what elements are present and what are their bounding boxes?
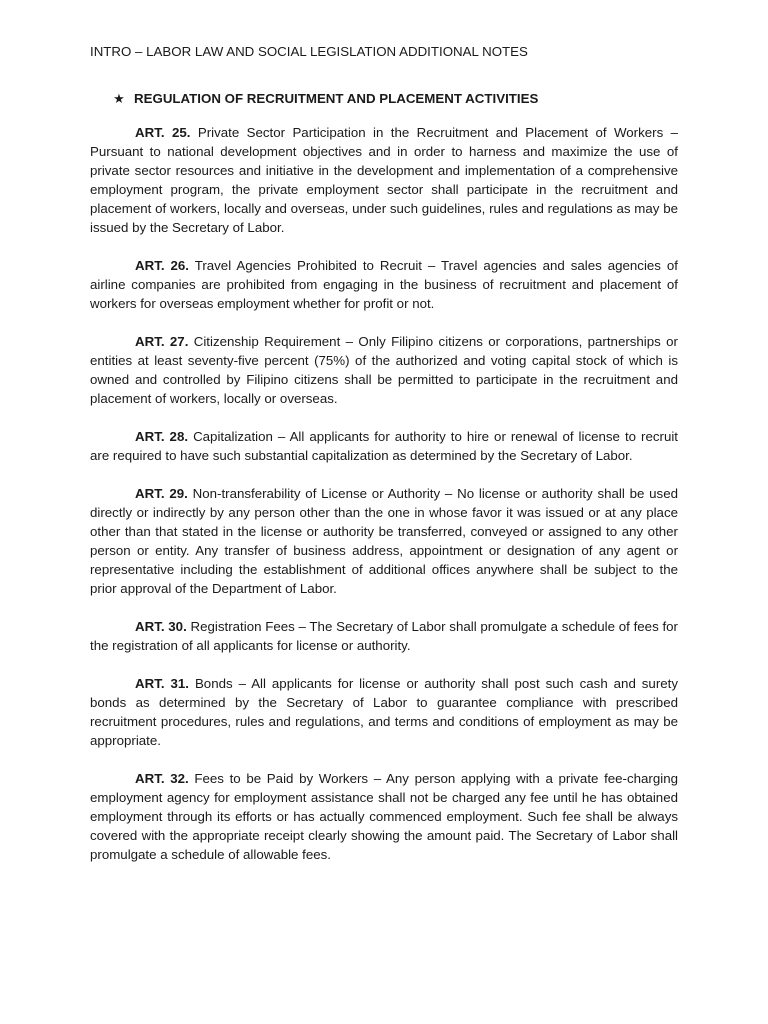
article-number: ART. 25. <box>135 125 191 140</box>
article-31 <box>90 674 678 750</box>
article-32 <box>90 769 678 864</box>
article-text: Travel Agencies Prohibited to Recruit – Travel agencies and sales agencies of airline companies are prohibited from engaging in the business of recruitment and placement of workers for overseas employment whether for profit or not. <box>90 258 678 311</box>
document-page <box>90 42 678 864</box>
article-28 <box>90 427 678 465</box>
article-number: ART. 28. <box>135 429 189 444</box>
article-25 <box>90 123 678 237</box>
article-text: Citizenship Requirement – Only Filipino citizens or corporations, partnerships or entities at least seventy-five percent (75%) of the authorized and voting capital stock of which is owned and controlled by Filipino citizens shall be permitted to participate in the recruitment and placement of workers, locally or overseas. <box>90 334 678 406</box>
articles-list <box>90 123 678 864</box>
article-number: ART. 27. <box>135 334 189 349</box>
article-30 <box>90 617 678 655</box>
article-number: ART. 29. <box>135 486 188 501</box>
article-number: ART. 30. <box>135 619 187 634</box>
article-number: ART. 32. <box>135 771 189 786</box>
article-text: Registration Fees – The Secretary of Labor shall promulgate a schedule of fees for the registration of all applicants for license or authority. <box>90 619 678 653</box>
article-text: Capitalization – All applicants for authority to hire or renewal of license to recruit are required to have such substantial capitalization as determined by the Secretary of Labor. <box>90 429 678 463</box>
article-number: ART. 31. <box>135 676 189 691</box>
article-number: ART. 26. <box>135 258 189 273</box>
article-text: Non-transferability of License or Authority – No license or authority shall be used directly or indirectly by any person other than the one in whose favor it was issued or at any place other than that stated in the license or authority be transferred, conveyed or assigned to any other person or entity. Any transfer of business address, appointment or designation of any agent or representative including the establishment of additional offices anywhere shall be subject to the prior approval of the Department of Labor. <box>90 486 678 596</box>
article-27 <box>90 332 678 408</box>
article-text: Private Sector Participation in the Recruitment and Placement of Workers – Pursuant to national development objectives and in order to harness and maximize the use of private sector resources and initiative in the development and implementation of a comprehensive employment program, the private employment sector shall participate in the recruitment and placement of workers, locally and overseas, under such guidelines, rules and regulations as may be issued by the Secretary of Labor. <box>90 125 679 235</box>
star-icon: ★ <box>113 91 125 106</box>
article-26 <box>90 256 678 313</box>
article-text: Fees to be Paid by Workers – Any person applying with a private fee-charging employment agency for employment assistance shall not be charged any fee until he has obtained employment through its efforts or has actually commenced employment. Such fee shall be always covered with the appropriate receipt clearly showing the amount paid. The Secretary of Labor shall promulgate a schedule of allowable fees. <box>90 771 678 862</box>
document-header: INTRO – LABOR LAW AND SOCIAL LEGISLATION ADDITIONAL NOTES <box>90 44 528 59</box>
article-29 <box>90 484 678 598</box>
article-text: Bonds – All applicants for license or authority shall post such cash and surety bonds as determined by the Secretary of Labor to guarantee compliance with prescribed recruitment procedures, rules and regulations, and terms and conditions of employment as may be appropriate. <box>90 676 678 748</box>
section-heading-text: REGULATION OF RECRUITMENT AND PLACEMENT ACTIVITIES <box>134 91 539 106</box>
section-heading <box>112 89 678 108</box>
